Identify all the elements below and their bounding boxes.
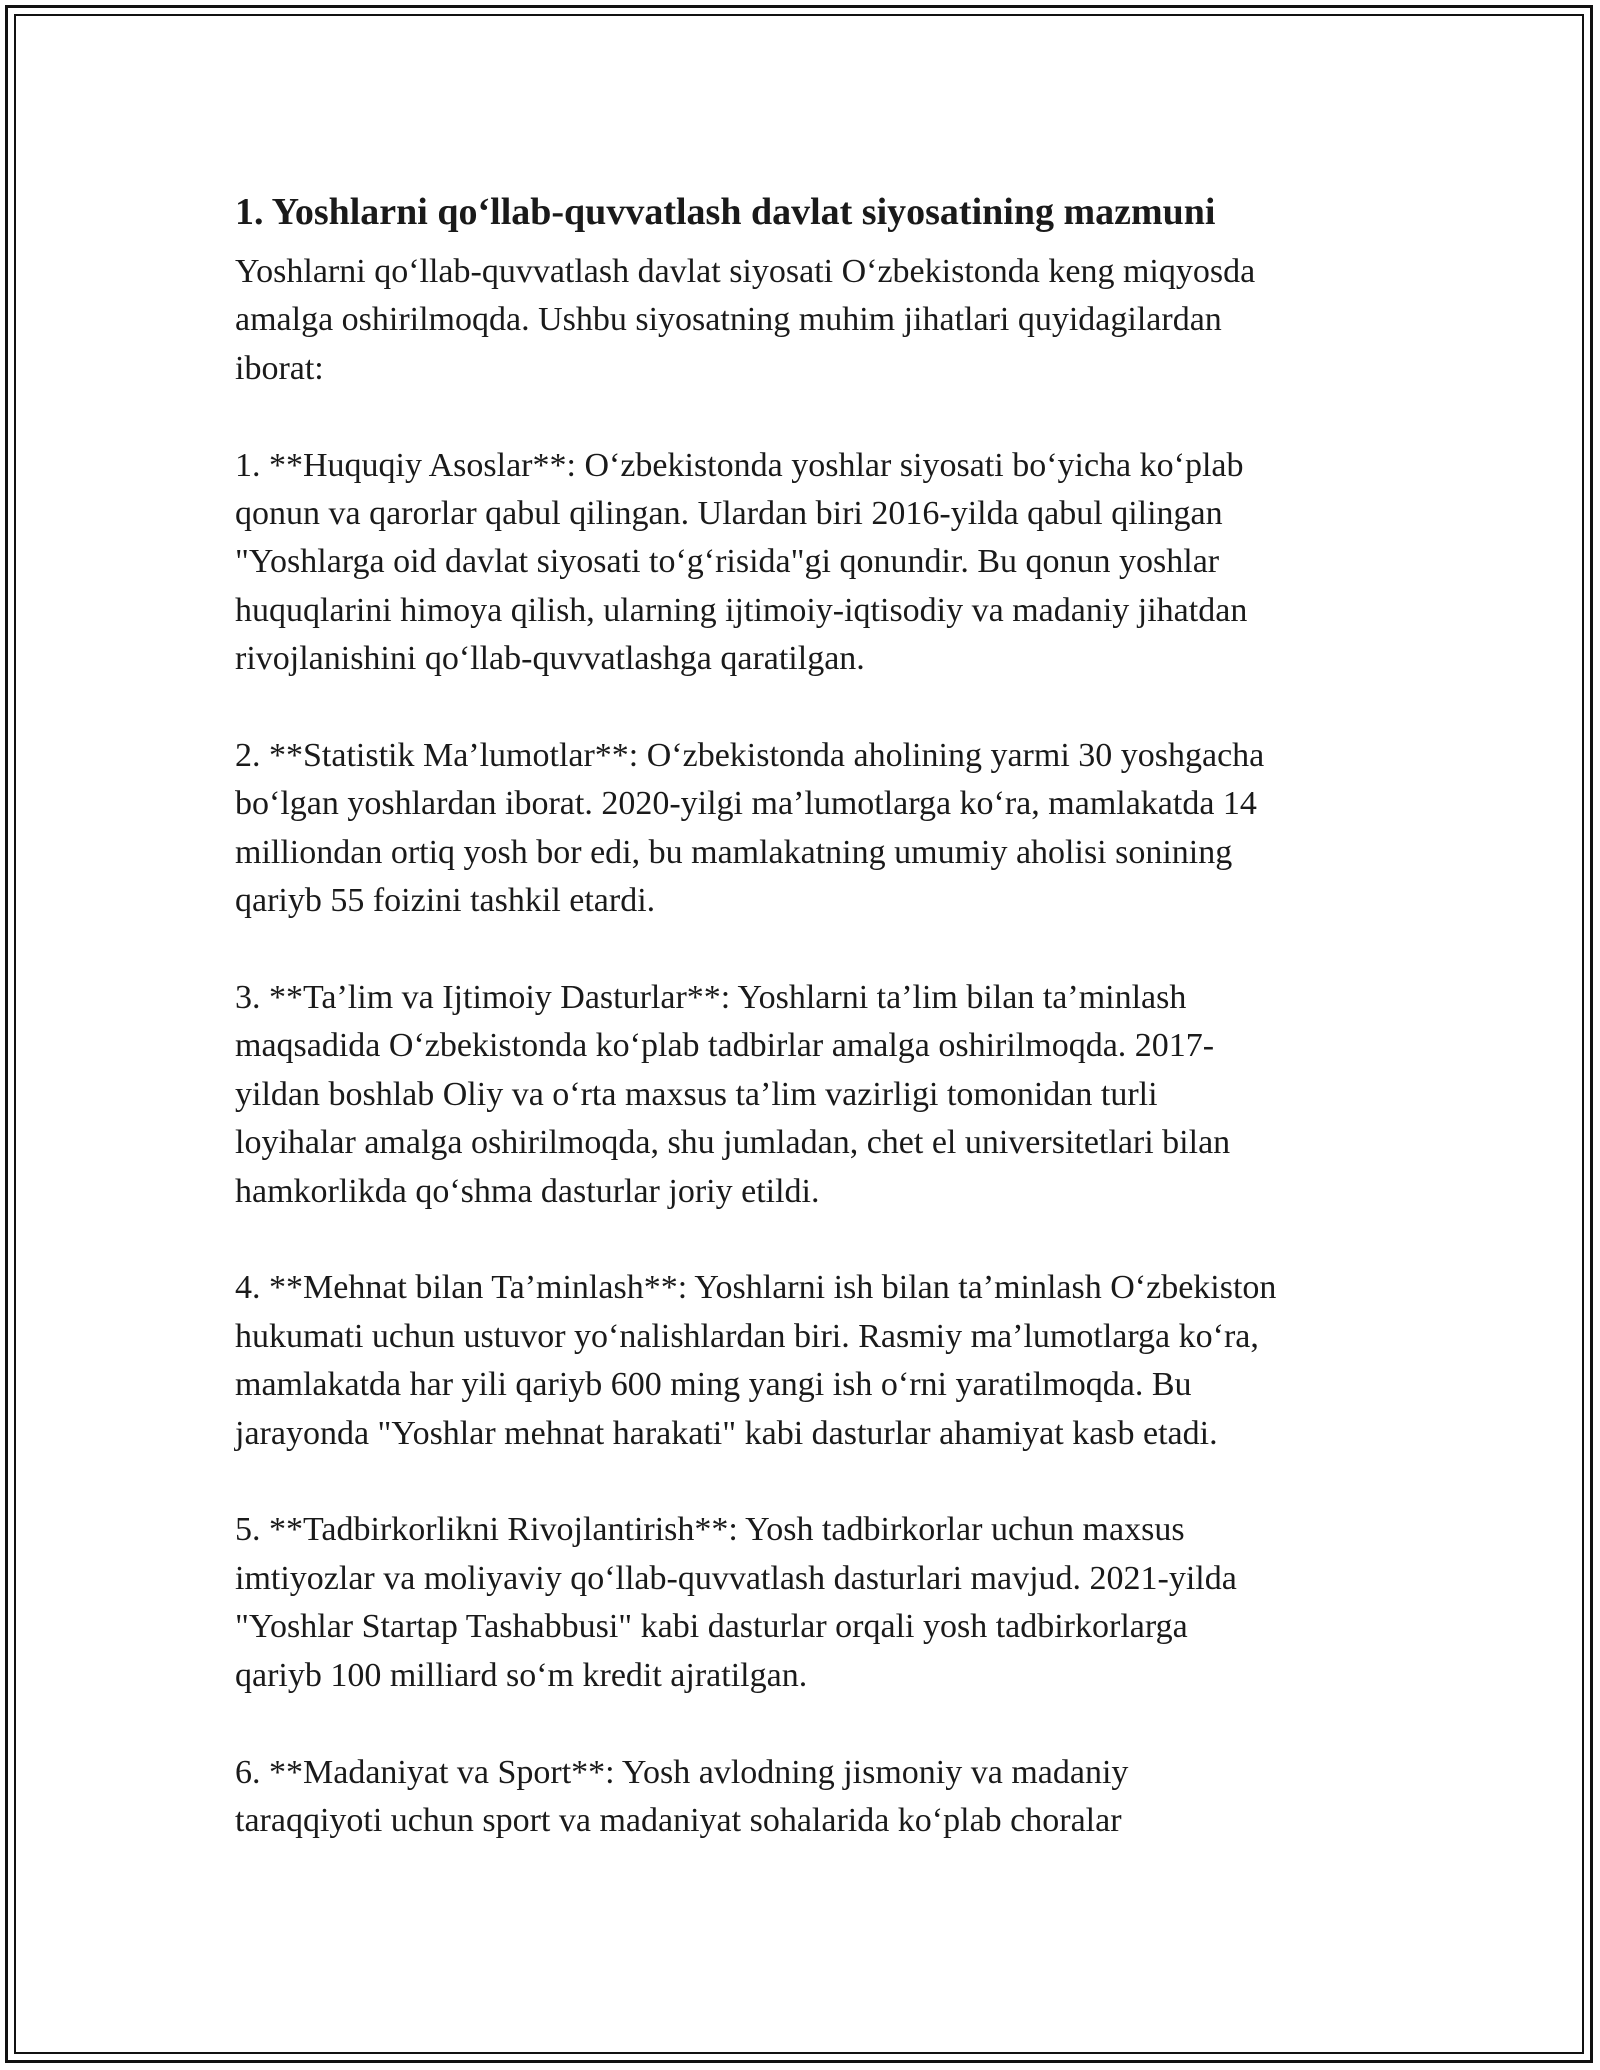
document-body	[235, 186, 1385, 1845]
list-item-culture-sport: 6. **Madaniyat va Sport**: Yosh avlodning jismoniy va madaniy taraqqiyoti uchun sport va madaniyat sohalarida ko‘plab choralar	[235, 1753, 1129, 1839]
list-item-legal-basis: 1. **Huquqiy Asoslar**: O‘zbekistonda yoshlar siyosati bo‘yicha ko‘plab qonun va qarorlar qabul qilingan. Ulardan biri 2016-yilda qabul qilingan "Yoshlarga oid davlat siyosati to‘g‘risida"gi qonundir. Bu qonun yoshlar huquqlarini himoya qilish, ularning ijtimoiy-iqtisodiy va madaniy jihatdan rivojlanishini qo‘llab-quvvatlashga qaratilgan.	[235, 446, 1248, 678]
intro-paragraph: Yoshlarni qo‘llab-quvvatlash davlat siyosati O‘zbekistonda keng miqyosda amalga oshirilmoqda. Ushbu siyosatning muhim jihatlari quyidagilardan iborat:	[235, 253, 1256, 387]
list-item-education: 3. **Ta’lim va Ijtimoiy Dasturlar**: Yoshlarni ta’lim bilan ta’minlash maqsadida O‘zbekistonda ko‘plab tadbirlar amalga oshirilmoqda. 2017- yildan boshlab Oliy va o‘rta maxsus ta’lim vazirligi tomonidan turli loyihalar amalga oshirilmoqda, shu jumladan, chet el universitetlari bilan hamkorlikda qo‘shma dasturlar joriy etildi.	[235, 979, 1231, 1210]
list-item-entrepreneurship: 5. **Tadbirkorlikni Rivojlantirish**: Yosh tadbirkorlar uchun maxsus imtiyozlar va moliyaviy qo‘llab-quvvatlash dasturlari mavjud. 2021-yilda "Yoshlar Startap Tashabbusi" kabi dasturlar orqali yosh tadbirkorlarga qariyb 100 milliard so‘m kredit ajratilgan.	[235, 1511, 1237, 1694]
list-item-employment: 4. **Mehnat bilan Ta’minlash**: Yoshlarni ish bilan ta’minlash O‘zbekiston hukumati uchun ustuvor yo‘nalishlardan biri. Rasmiy ma’lumotlarga ko‘ra, mamlakatda har yili qariyb 600 ming yangi ish o‘rni yaratilmoqda. Bu jarayonda "Yoshlar mehnat harakati" kabi dasturlar ahamiyat kasb etadi.	[235, 1269, 1277, 1452]
section-heading: 1. Yoshlarni qo‘llab-quvvatlash davlat siyosatining mazmuni	[235, 191, 1216, 233]
list-item-statistics: 2. **Statistik Ma’lumotlar**: O‘zbekistonda aholining yarmi 30 yoshgacha bo‘lgan yoshlardan iborat. 2020-yilgi ma’lumotlarga ko‘ra, mamlakatda 14 milliondan ortiq yosh bor edi, bu mamlakatning umumiy aholisi sonining qariyb 55 foizini tashkil etardi.	[235, 737, 1265, 920]
